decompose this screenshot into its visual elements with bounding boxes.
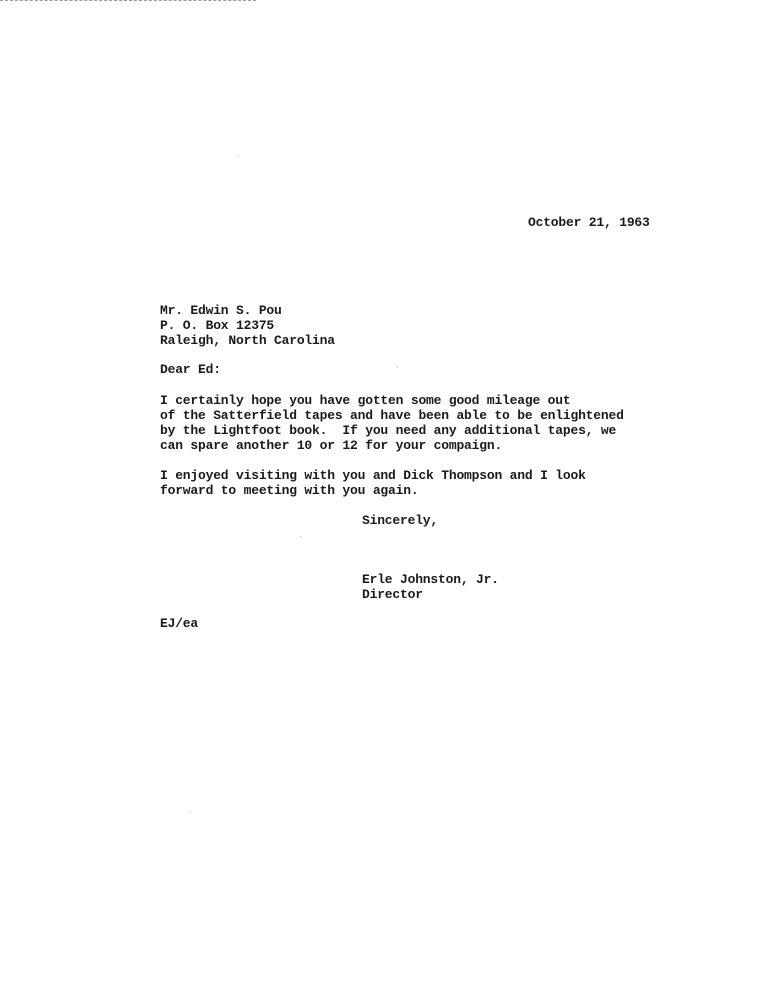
scan-speck <box>300 536 301 537</box>
scan-speck <box>190 811 191 812</box>
paragraph2-line1: I enjoyed visiting with you and Dick Thompson and I look <box>160 468 586 483</box>
address-line-box: P. O. Box 12375 <box>160 318 275 333</box>
reference-initials: EJ/ea <box>160 616 199 631</box>
paragraph1-line2: of the Satterfield tapes and have been able to be enlightened <box>160 408 624 423</box>
salutation: Dear Ed: <box>160 362 221 377</box>
address-line-name: Mr. Edwin S. Pou <box>160 303 282 318</box>
scan-speck <box>397 367 398 368</box>
paragraph1-line4: can spare another 10 or 12 for your compaign. <box>160 438 503 453</box>
signer-name: Erle Johnston, Jr. <box>362 572 499 587</box>
letter-date: October 21, 1963 <box>528 215 650 230</box>
top-dashed-rule <box>0 0 256 1</box>
paragraph1-line3: by the Lightfoot book. If you need any additional tapes, we <box>160 423 617 438</box>
paragraph1-line1: I certainly hope you have gotten some good mileage out <box>160 393 571 408</box>
address-line-city: Raleigh, North Carolina <box>160 333 335 348</box>
signer-title: Director <box>362 587 423 602</box>
paragraph2-line2: forward to meeting with you again. <box>160 483 419 498</box>
scan-speck <box>238 156 239 157</box>
closing: Sincerely, <box>362 513 439 528</box>
